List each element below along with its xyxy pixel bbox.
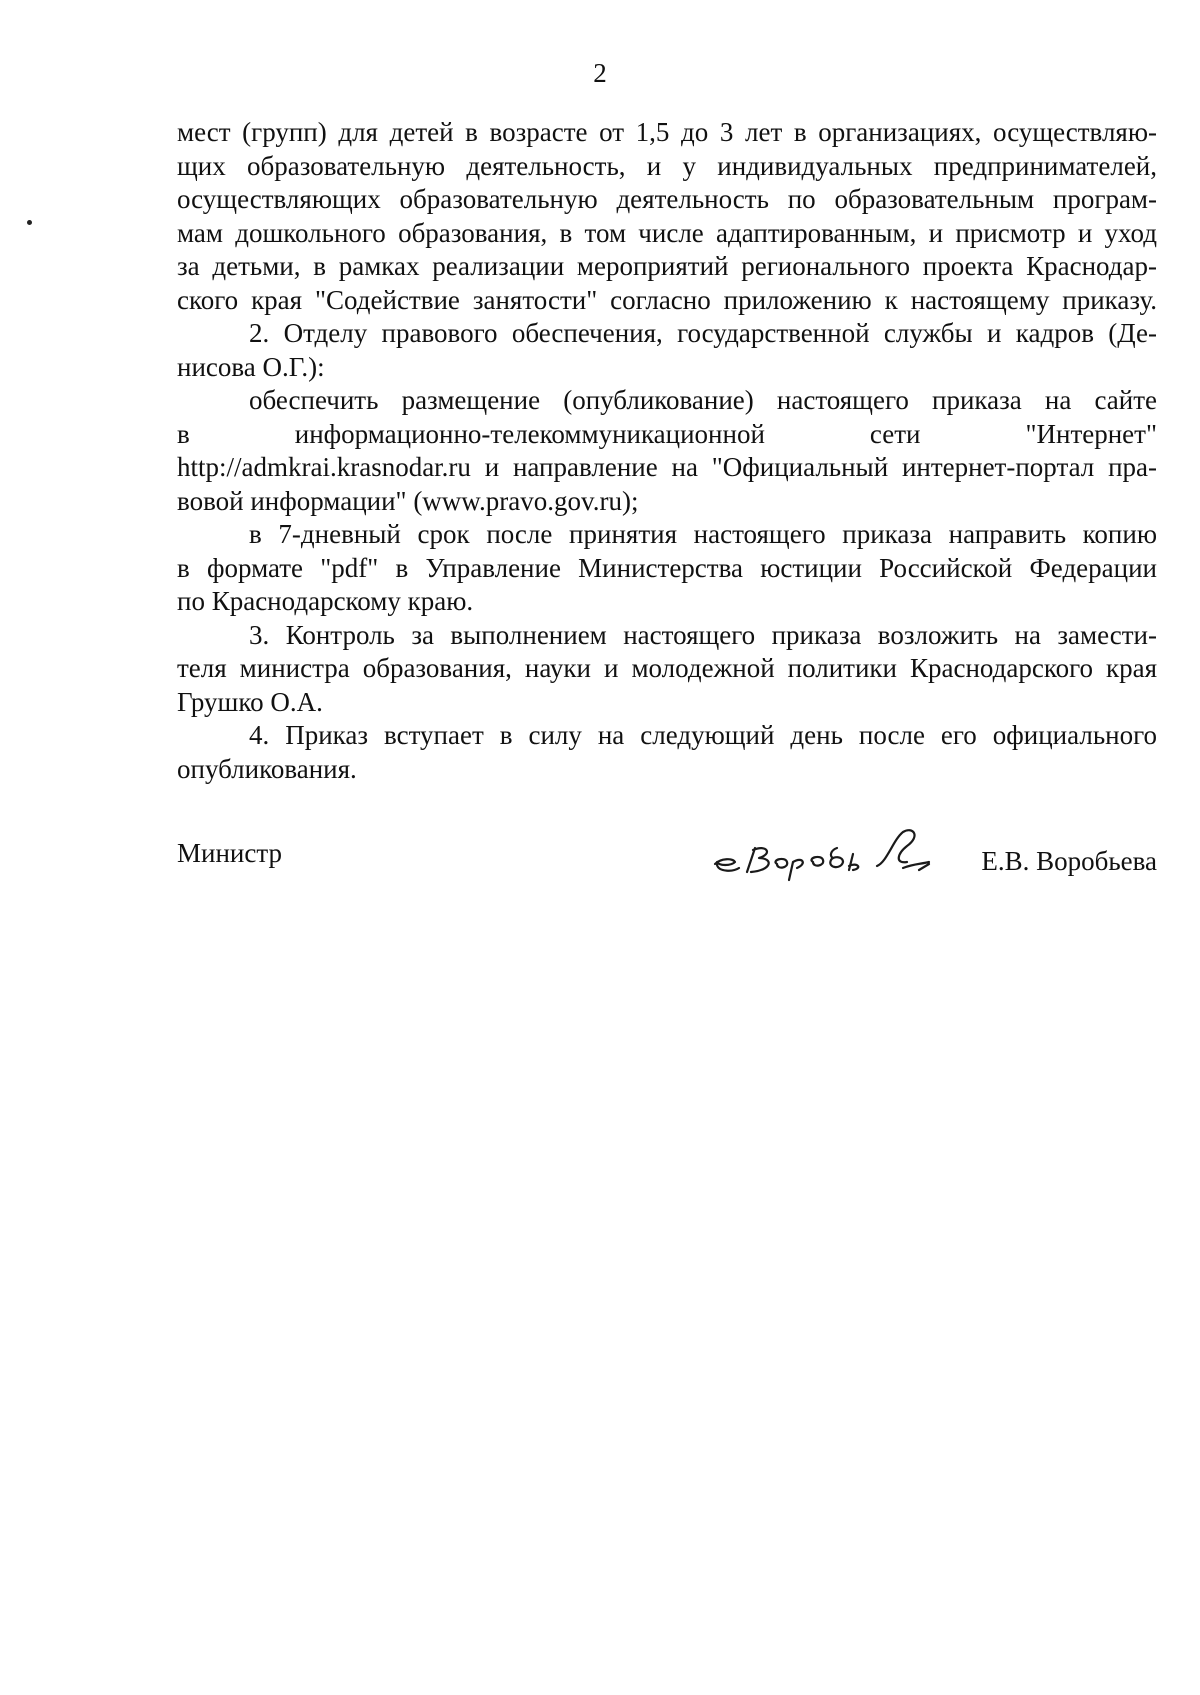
text-line: в 7-дневный срок после принятия настоящего приказа направить копию xyxy=(249,519,1157,549)
paragraph-item-3 xyxy=(177,619,1157,720)
paragraph-copy-submission xyxy=(177,518,1157,619)
text-line: 4. Приказ вступает в силу на следующий день после его официального xyxy=(249,720,1157,750)
text-line: нисова О.Г.): xyxy=(177,351,325,382)
text-line: в формате "pdf" в Управление Министерства юстиции Российской Федерации xyxy=(177,552,1157,583)
text-line: ского края "Содействие занятости" согласно приложению к настоящему приказу. xyxy=(177,284,1157,315)
page-number: 2 xyxy=(593,58,607,88)
text-line: по Краснодарскому краю. xyxy=(177,586,474,616)
scan-speck xyxy=(27,220,32,225)
text-line: обеспечить размещение (опубликование) настоящего приказа на сайте xyxy=(249,385,1157,415)
text-line: за детьми, в рамках реализации мероприятий регионального проекта Краснодар- xyxy=(177,251,1157,281)
text-line: 3. Контроль за выполнением настоящего приказа возложить на замести- xyxy=(249,619,1157,650)
word: информационно-телекоммуникационной xyxy=(294,418,765,449)
text-line: http://admkrai.krasnodar.ru и направление на "Официальный интернет-портал пра- xyxy=(177,452,1157,482)
word: в xyxy=(177,418,190,449)
signatory-title: Министр xyxy=(177,838,282,868)
word: "Интернет" xyxy=(1025,418,1157,449)
paragraph-continuation xyxy=(177,116,1157,317)
text-line: опубликования. xyxy=(177,753,357,784)
signatory-name: Е.В. Воробьева xyxy=(981,846,1157,876)
document-body xyxy=(177,116,1157,786)
paragraph-publication xyxy=(177,384,1157,518)
handwritten-signature xyxy=(707,818,947,888)
signature-block xyxy=(177,818,1157,878)
text-line: Грушко О.А. xyxy=(177,686,323,717)
text-line-spread xyxy=(177,418,1157,452)
paragraph-item-4 xyxy=(177,719,1157,786)
word: сети xyxy=(869,418,921,449)
text-line: теля министра образования, науки и молодежной политики Краснодарского края xyxy=(177,653,1157,683)
text-line: мам дошкольного образования, в том числе адаптированным, и присмотр и уход xyxy=(177,217,1157,248)
paragraph-item-2 xyxy=(177,317,1157,384)
text-line: осуществляющих образовательную деятельность по образовательным програм- xyxy=(177,184,1157,214)
text-line: вовой информации" (www.pravo.gov.ru); xyxy=(177,485,639,516)
text-line: щих образовательную деятельность, и у индивидуальных предпринимателей, xyxy=(177,150,1157,181)
text-line: мест (групп) для детей в возрасте от 1,5 до 3 лет в организациях, осуществляю- xyxy=(177,117,1157,147)
text-line: 2. Отделу правового обеспечения, государственной службы и кадров (Де- xyxy=(249,318,1157,348)
